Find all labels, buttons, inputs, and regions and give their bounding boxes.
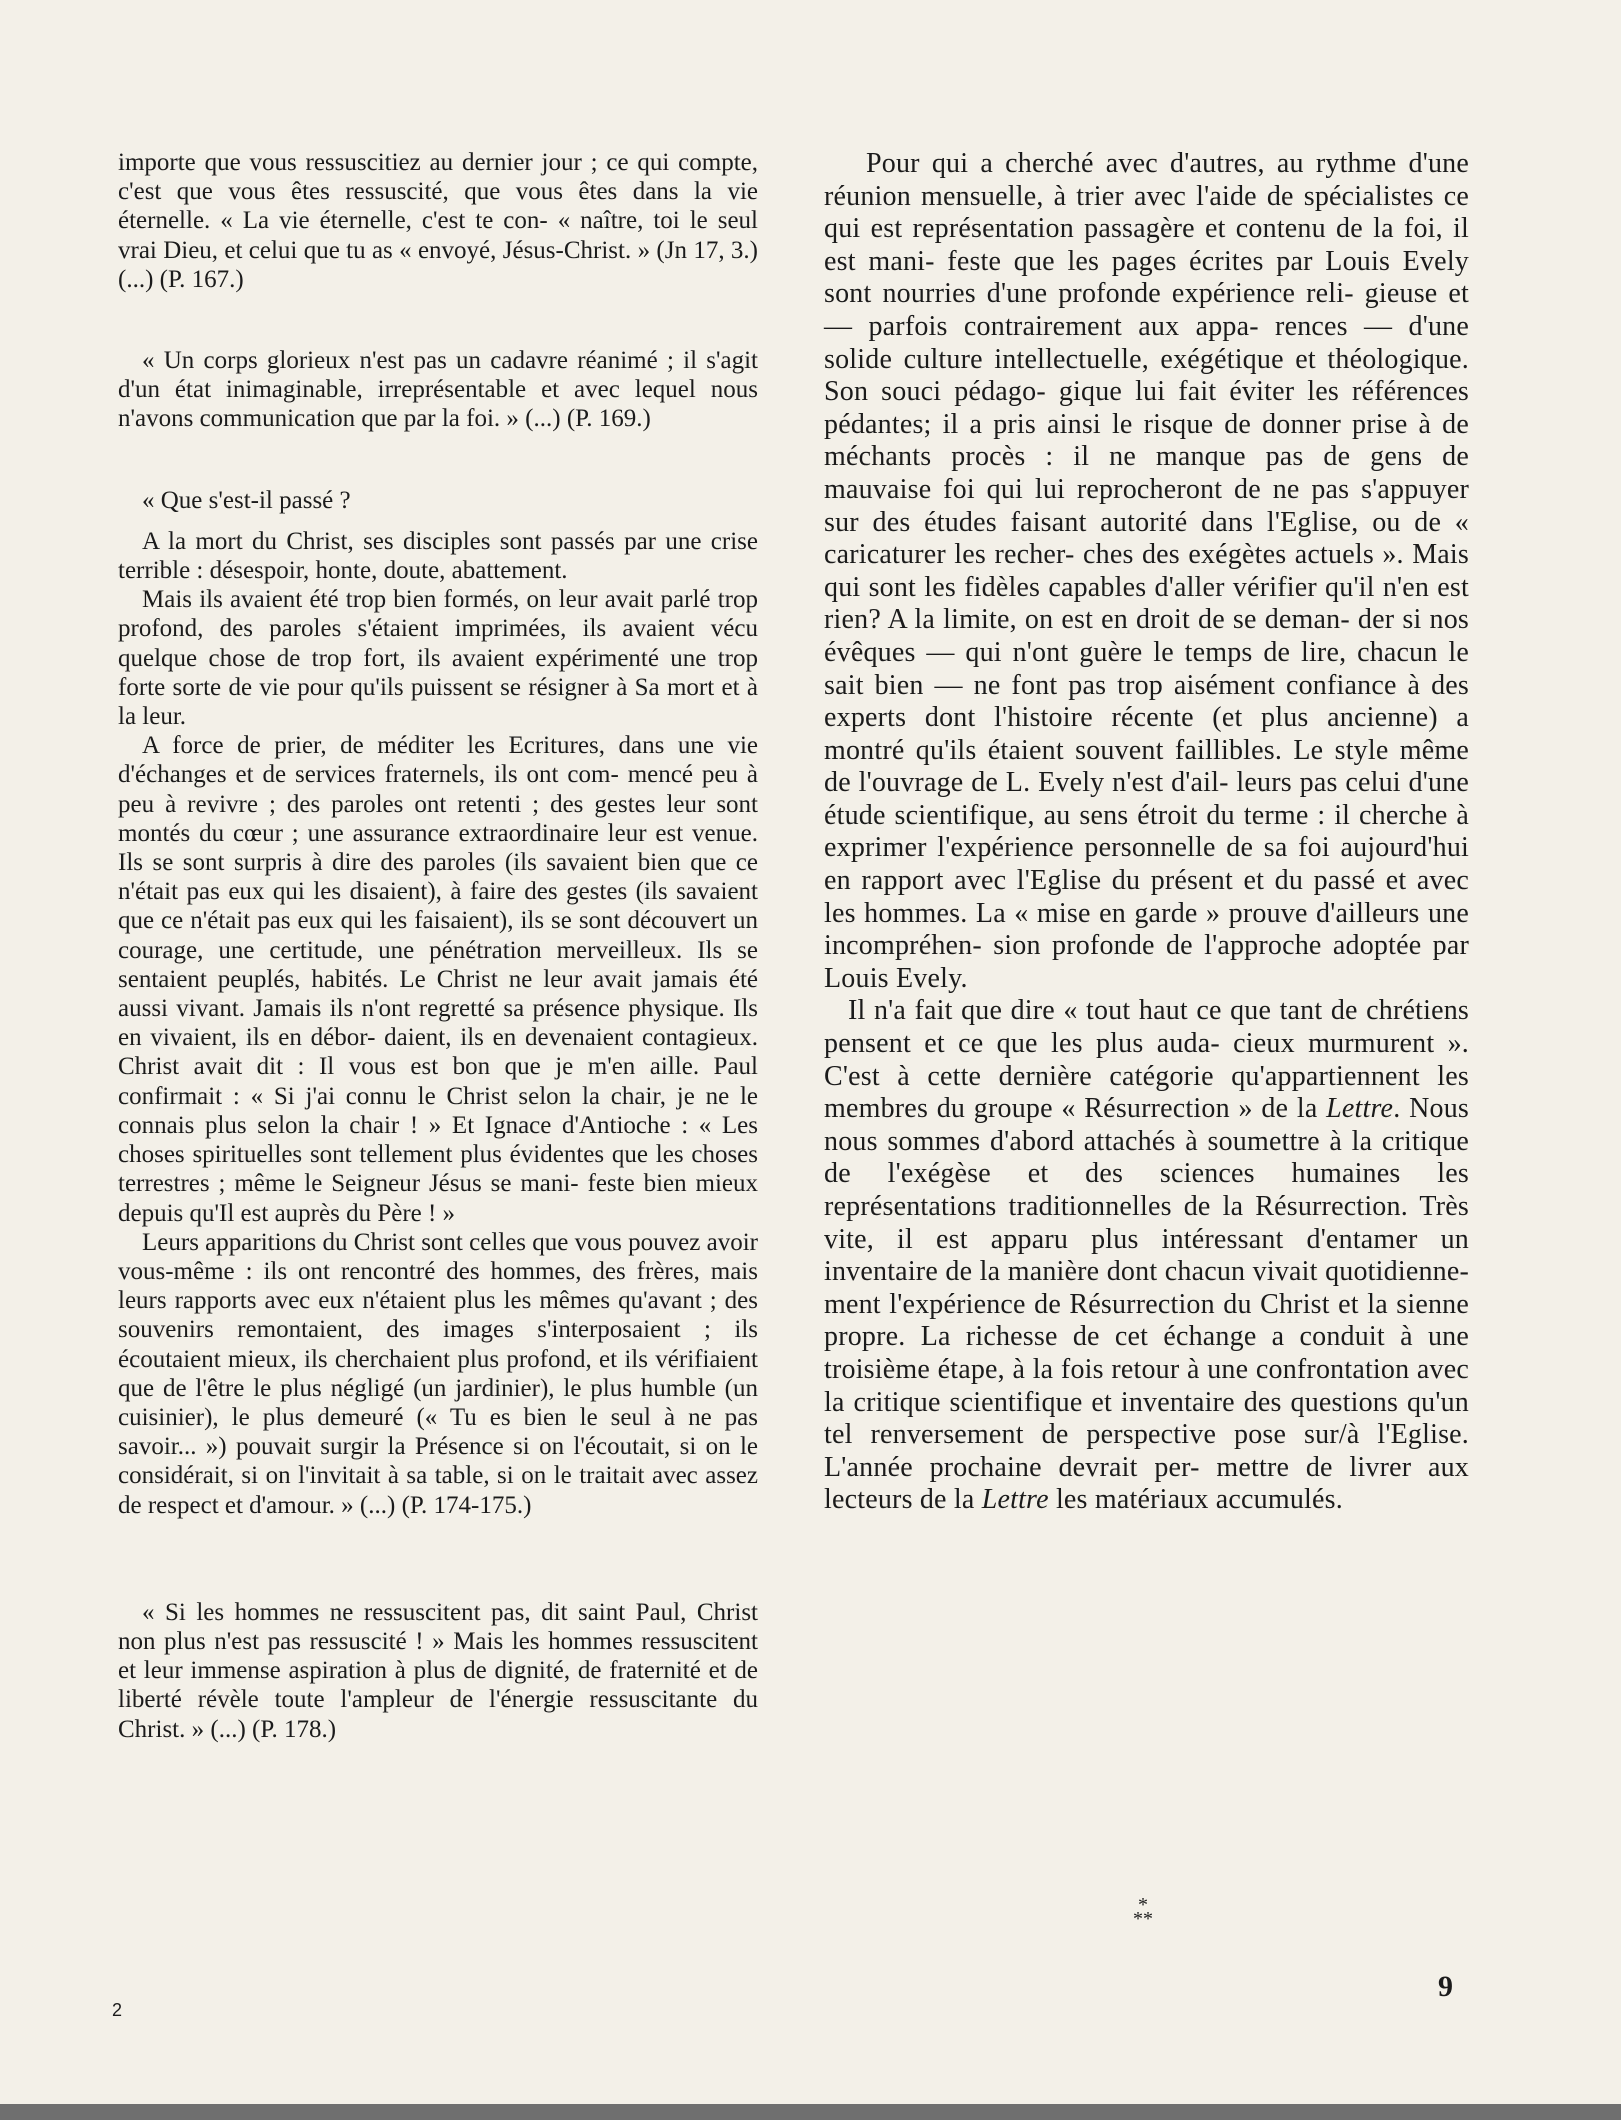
text-segment: Il n'a fait que dire « tout haut ce que tant de chrétiens pensent et ce que les plus auda- cieux murmurent ». C'est à cette dernière catégorie qu'appartiennent les membres du groupe « Résurrection » de la [824,995,1469,1125]
asterism: * ** [1133,1894,1153,1930]
left-column [118,148,758,1744]
footer-mark: 2 [112,2000,123,2020]
page-number: 9 [1438,1970,1453,2003]
right-column [824,148,1469,1517]
text-segment: . Nous nous sommes d'abord attachés à soumettre à la critique de l'exégèse et des sciences humaines les représentations traditionnelles de la Résurrection. Très vite, il est apparu plus intéressant d'entamer un inventaire de la manière dont chacun vivait quotidienne- ment l'expérience de Résurrection du Christ et la sienne propre. La richesse de cet échange a conduit à une troisième étape, à la fois retour à une confrontation avec la critique scientifique et inventaire des questions qu'un tel renversement de perspective pose sur/à l'Eglise. L'année prochaine devrait per- mettre de livrer aux lecteurs de la [824,1093,1469,1516]
paragraph-quote-p167: importe que vous ressuscitiez au dernier jour ; ce qui compte, c'est que vous êtes ressuscité, que vous êtes dans la vie éternelle. « La vie éternelle, c'est te con- « naître, toi le seul vrai Dieu, et celui que tu as « envoyé, Jésus-Christ. » (Jn 17, 3.) (...) (P. 167.) [118,149,758,293]
lettre-italic: Lettre [981,1484,1049,1516]
paragraph-pour-qui-a-cherche: Pour qui a cherché avec d'autres, au rythme d'une réunion mensuelle, à trier avec l'aide de spécialistes ce qui est représentation passagère et contenu de la foi, il est mani- feste que les pages écrites par Louis Evely sont nourries d'une profonde expérience reli- gieuse et — parfois contrairement aux appa- rences — d'une solide culture intellectuelle, exégétique et théologique. Son souci pédago- gique lui fait éviter les références pédantes; il a pris ainsi le risque de donner prise à de méchants procès : il ne manque pas de gens de mauvaise foi qui lui reprocheront de ne pas s'appuyer sur des études faisant autorité dans l'Eglise, ou de « caricaturer les recher- ches des exégètes actuels ». Mais qui sont les fidèles capables d'aller vérifier qu'il n'en est rien? A la limite, on est en droit de se deman- der si nos évêques — qui n'ont guère le temps de lire, chacun le sait bien — ne font pas trop aisément confiance à des experts dont l'histoire récente (et plus ancienne) a montré qu'ils étaient souvent faillibles. Le style même de l'ouvrage de L. Evely n'est d'ail- leurs pas celui d'une étude scientifique, au sens étroit du terme : il cherche à exprimer l'expérience personnelle de sa foi aujourd'hui en rapport avec l'Eglise du présent et du passé et avec les hommes. La « mise en garde » prouve d'ailleurs une incompréhen- sion profonde de l'approche adoptée par Louis Evely. [824,148,1469,994]
text-segment: les matériaux accumulés. [1048,1484,1343,1516]
paragraph-que-sest-il-passe: « Que s'est-il passé ? [142,486,351,514]
scan-edge [0,2104,1621,2120]
paragraph-quote-p169: « Un corps glorieux n'est pas un cadavre réanimé ; il s'agit d'un état inimaginable, irreprésentable et avec lequel nous n'avons communication que par la foi. » (...) (P. 169.) [118,347,758,433]
lettre-italic: Lettre [1326,1093,1394,1125]
paragraph-quote-p178: « Si les hommes ne ressuscitent pas, dit saint Paul, Christ non plus n'est pas ressuscité ! » Mais les hommes ressuscitent et leur immense aspiration à plus de dignité, de fraternité et de liberté révèle toute l'ampleur de l'énergie ressuscitante du Christ. » (...) (P. 178.) [118,1598,758,1743]
paragraph-il-na-fait-que-dire [824,995,1469,1517]
paragraph-a-force-de-prier: A force de prier, de méditer les Ecritures, dans une vie d'échanges et de services fraternels, ils ont com- mencé peu à peu à revivre ; des paroles ont retenti ; des gestes leur sont montés du cœur ; une assurance extraordinaire leur est venue. Ils se sont surpris à dire des paroles (ils savaient bien que ce n'était pas eux qui les disaient), à faire des gestes (ils savaient que ce n'était pas eux qui les faisaient), ils se sont découvert un courage, une certitude, une pénétration merveilleux. Ils se sentaient peuplés, habités. Le Christ ne leur avait jamais été aussi vivant. Jamais ils n'ont regretté sa présence physique. Ils en vivaient, ils en débor- daient, ils en devenaient contagieux. Christ avait dit : Il vous est bon que je m'en aille. Paul confirmait : « Si j'ai connu le Christ selon la chair, je ne le connais plus selon la chair ! » Et Ignace d'Antioche : « Les choses spirituelles sont tellement plus évidentes que les choses terrestres ; même le Seigneur Jésus se mani- feste bien mieux depuis qu'Il est auprès du Père ! » [118,732,758,1227]
paragraph-trop-bien-formes: Mais ils avaient été trop bien formés, on leur avait parlé trop profond, des paroles s'étaient imprimées, ils avaient vécu quelque chose de trop fort, ils avaient expérimenté une trop forte sorte de vie pour qu'ils puissent se résigner à Sa mort et à la leur. [118,586,758,731]
paragraph-apparitions: Leurs apparitions du Christ sont celles que vous pouvez avoir vous-même : ils ont rencontré des hommes, des frères, mais leurs rapports avec eux n'étaient plus les mêmes qu'avant ; des souvenirs remontaient, des images s'interposaient ; ils écoutaient mieux, ils cherchaient plus profond, et ils vérifiaient que de l'être le plus négligé (un jardinier), le plus humble (un cuisinier), le plus demeuré (« Tu es bien le seul à ne pas savoir... ») pouvait surgir la Présence si on l'écoutait, si on le considérait, si on l'invitait à sa table, si on le traitait avec assez de respect et d'amour. » (...) (P. 174-175.) [118,1228,758,1519]
paragraph-mort-du-christ: A la mort du Christ, ses disciples sont passés par une crise terrible : désespoir, honte, doute, abattement. [118,527,758,585]
